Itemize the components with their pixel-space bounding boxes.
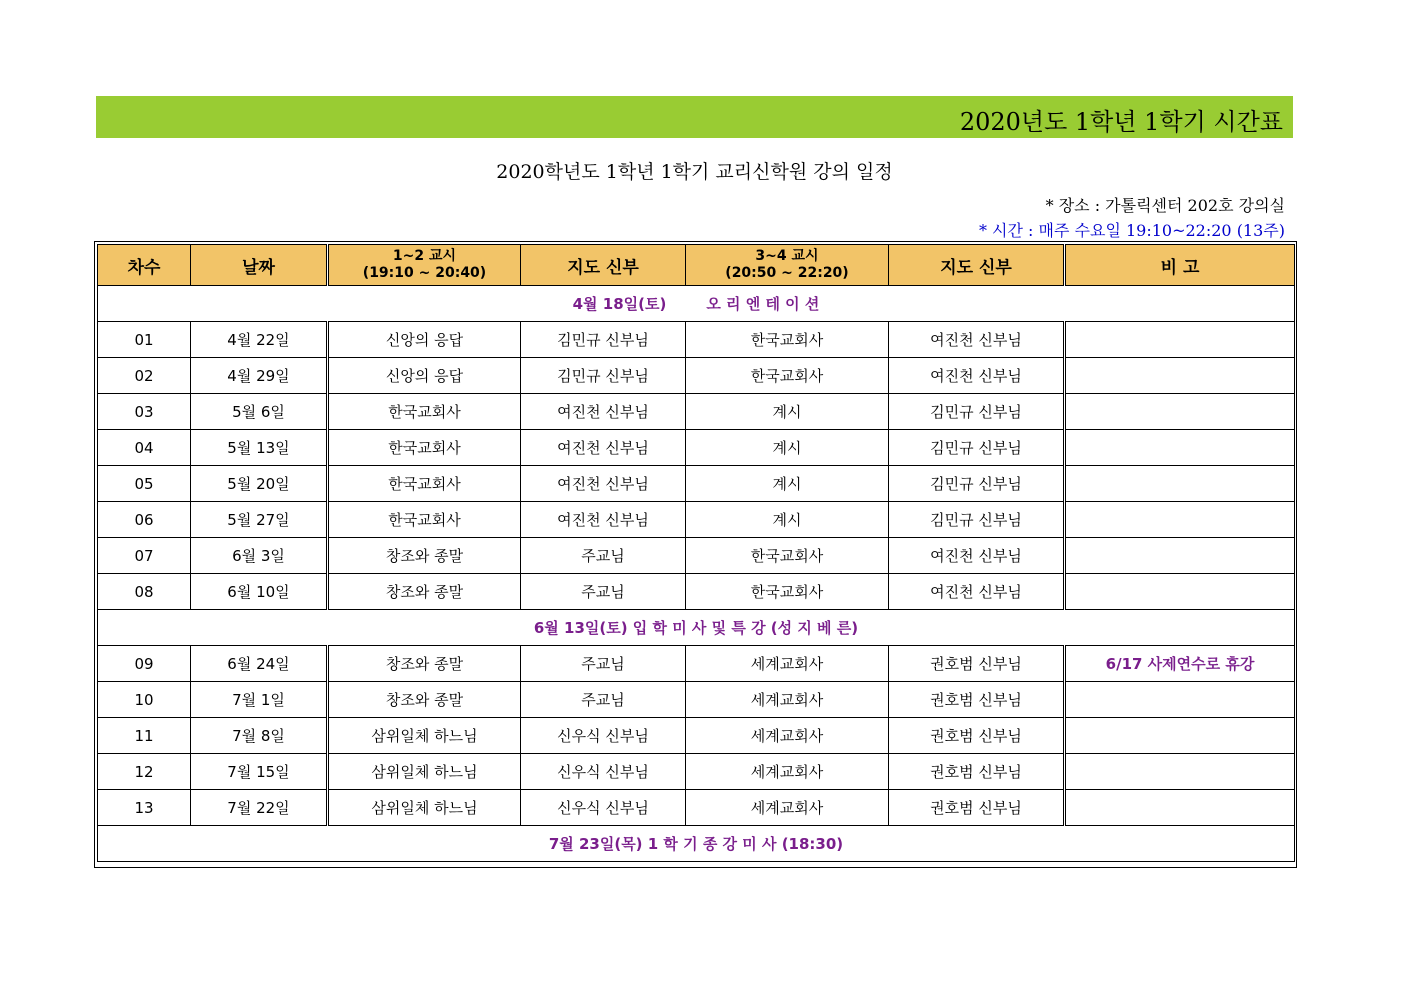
header-period34 (686, 245, 889, 286)
session-cell: 09 (98, 646, 191, 682)
priest1-cell: 신우식 신부님 (521, 754, 686, 790)
period12-cell: 창조와 종말 (328, 646, 521, 682)
priest1-cell: 주교님 (521, 646, 686, 682)
table-row (98, 430, 1295, 466)
priest1-cell: 김민규 신부님 (521, 322, 686, 358)
period12-cell: 신앙의 응답 (328, 358, 521, 394)
date-cell: 6월 3일 (191, 538, 328, 574)
priest2-cell: 여진천 신부님 (889, 322, 1065, 358)
period34-cell: 계시 (686, 394, 889, 430)
date-cell: 5월 20일 (191, 466, 328, 502)
date-cell: 4월 22일 (191, 322, 328, 358)
period12-cell: 한국교회사 (328, 394, 521, 430)
table-row (98, 466, 1295, 502)
period12-cell: 한국교회사 (328, 502, 521, 538)
remark-cell (1065, 754, 1295, 790)
priest1-cell: 여진천 신부님 (521, 394, 686, 430)
period34-cell: 세계교회사 (686, 646, 889, 682)
priest1-cell: 신우식 신부님 (521, 790, 686, 826)
table-row (98, 718, 1295, 754)
priest2-cell: 김민규 신부님 (889, 394, 1065, 430)
remark-cell (1065, 538, 1295, 574)
priest1-cell: 주교님 (521, 538, 686, 574)
priest2-cell: 여진천 신부님 (889, 538, 1065, 574)
event-final-mass-text-1: 7월 23일(목) 1 학 기 종 강 미 사 (18:30) (548, 835, 844, 853)
period12-cell: 신앙의 응답 (328, 322, 521, 358)
session-cell: 11 (98, 718, 191, 754)
period34-cell: 계시 (686, 466, 889, 502)
table-row (98, 574, 1295, 610)
period12-cell: 창조와 종말 (328, 538, 521, 574)
date-cell: 5월 27일 (191, 502, 328, 538)
event-orientation-text-2: 오 리 엔 테 이 션 (706, 295, 820, 313)
date-cell: 7월 8일 (191, 718, 328, 754)
table-row (98, 502, 1295, 538)
date-cell: 5월 13일 (191, 430, 328, 466)
table-row (98, 790, 1295, 826)
event-final-mass-cell (98, 826, 1295, 862)
period34-cell: 세계교회사 (686, 790, 889, 826)
priest1-cell: 김민규 신부님 (521, 358, 686, 394)
table-row (98, 682, 1295, 718)
remark-cell (1065, 718, 1295, 754)
event-orientation (98, 286, 1295, 322)
period12-cell: 삼위일체 하느님 (328, 790, 521, 826)
priest2-cell: 김민규 신부님 (889, 430, 1065, 466)
schedule-body (98, 286, 1295, 862)
priest1-cell: 여진천 신부님 (521, 430, 686, 466)
period12-cell: 삼위일체 하느님 (328, 718, 521, 754)
table-row (98, 646, 1295, 682)
table-row (98, 322, 1295, 358)
header-period34-time: (20:50 ~ 22:20) (725, 265, 849, 281)
priest1-cell: 신우식 신부님 (521, 718, 686, 754)
priest1-cell: 여진천 신부님 (521, 502, 686, 538)
header-remarks: 비 고 (1065, 245, 1295, 286)
period12-cell: 한국교회사 (328, 466, 521, 502)
header-priest1: 지도 신부 (521, 245, 686, 286)
date-cell: 4월 29일 (191, 358, 328, 394)
priest1-cell: 주교님 (521, 574, 686, 610)
schedule-subtitle: 2020학년도 1학년 1학기 교리신학원 강의 일정 (496, 161, 893, 183)
session-cell: 03 (98, 394, 191, 430)
header-priest2: 지도 신부 (889, 245, 1065, 286)
header-session: 차수 (98, 245, 191, 286)
priest2-cell: 김민규 신부님 (889, 502, 1065, 538)
period12-cell: 창조와 종말 (328, 682, 521, 718)
period34-cell: 세계교회사 (686, 754, 889, 790)
header-date: 날짜 (191, 245, 328, 286)
event-final-mass (98, 826, 1295, 862)
period34-cell: 한국교회사 (686, 358, 889, 394)
event-entrance-mass-text-1: 6월 13일(토) 입 학 미 사 및 특 강 (성 지 베 른) (533, 619, 859, 637)
session-cell: 12 (98, 754, 191, 790)
date-cell: 6월 10일 (191, 574, 328, 610)
table-row (98, 358, 1295, 394)
schedule-table (97, 244, 1295, 862)
session-cell: 10 (98, 682, 191, 718)
priest2-cell: 권호범 신부님 (889, 790, 1065, 826)
table-row (98, 394, 1295, 430)
event-orientation-text-1: 4월 18일(토) (572, 295, 667, 313)
remark-cell (1065, 466, 1295, 502)
priest2-cell: 여진천 신부님 (889, 574, 1065, 610)
period12-cell: 삼위일체 하느님 (328, 754, 521, 790)
header-row (98, 245, 1295, 286)
period12-cell: 한국교회사 (328, 430, 521, 466)
session-cell: 04 (98, 430, 191, 466)
date-cell: 6월 24일 (191, 646, 328, 682)
date-cell: 7월 15일 (191, 754, 328, 790)
priest2-cell: 권호범 신부님 (889, 682, 1065, 718)
remark-cell (1065, 682, 1295, 718)
header-period12-label: 1~2 교시 (392, 248, 457, 264)
priest1-cell: 여진천 신부님 (521, 466, 686, 502)
session-cell: 08 (98, 574, 191, 610)
place-note: * 장소 : 가톨릭센터 202호 강의실 (1045, 196, 1285, 215)
period34-cell: 한국교회사 (686, 322, 889, 358)
event-orientation-cell (98, 286, 1295, 322)
remark-cell: 6/17 사제연수로 휴강 (1065, 646, 1295, 682)
period34-cell: 계시 (686, 502, 889, 538)
remark-cell (1065, 502, 1295, 538)
priest2-cell: 여진천 신부님 (889, 358, 1065, 394)
period12-cell: 창조와 종말 (328, 574, 521, 610)
remark-cell (1065, 358, 1295, 394)
session-cell: 13 (98, 790, 191, 826)
table-row (98, 754, 1295, 790)
table-row (98, 538, 1295, 574)
session-cell: 06 (98, 502, 191, 538)
period34-cell: 계시 (686, 430, 889, 466)
priest2-cell: 김민규 신부님 (889, 466, 1065, 502)
priest2-cell: 권호범 신부님 (889, 718, 1065, 754)
date-cell: 7월 1일 (191, 682, 328, 718)
schedule-frame (94, 241, 1297, 868)
period34-cell: 한국교회사 (686, 538, 889, 574)
priest2-cell: 권호범 신부님 (889, 754, 1065, 790)
remark-cell (1065, 574, 1295, 610)
event-entrance-mass-cell (98, 610, 1295, 646)
period34-cell: 세계교회사 (686, 718, 889, 754)
remark-cell (1065, 394, 1295, 430)
remark-cell (1065, 790, 1295, 826)
date-cell: 5월 6일 (191, 394, 328, 430)
priest1-cell: 주교님 (521, 682, 686, 718)
header-period12 (328, 245, 521, 286)
priest2-cell: 권호범 신부님 (889, 646, 1065, 682)
event-entrance-mass (98, 610, 1295, 646)
remark-cell (1065, 322, 1295, 358)
date-cell: 7월 22일 (191, 790, 328, 826)
title-banner (96, 96, 1293, 138)
session-cell: 05 (98, 466, 191, 502)
session-cell: 02 (98, 358, 191, 394)
session-cell: 07 (98, 538, 191, 574)
remark-cell (1065, 430, 1295, 466)
session-cell: 01 (98, 322, 191, 358)
period34-cell: 한국교회사 (686, 574, 889, 610)
time-note: * 시간 : 매주 수요일 19:10~22:20 (13주) (978, 221, 1285, 240)
period34-cell: 세계교회사 (686, 682, 889, 718)
header-period34-label: 3~4 교시 (755, 248, 819, 264)
header-period12-time: (19:10 ~ 20:40) (362, 265, 487, 281)
banner-title: 2020년도 1학년 1학기 시간표 (959, 108, 1283, 136)
